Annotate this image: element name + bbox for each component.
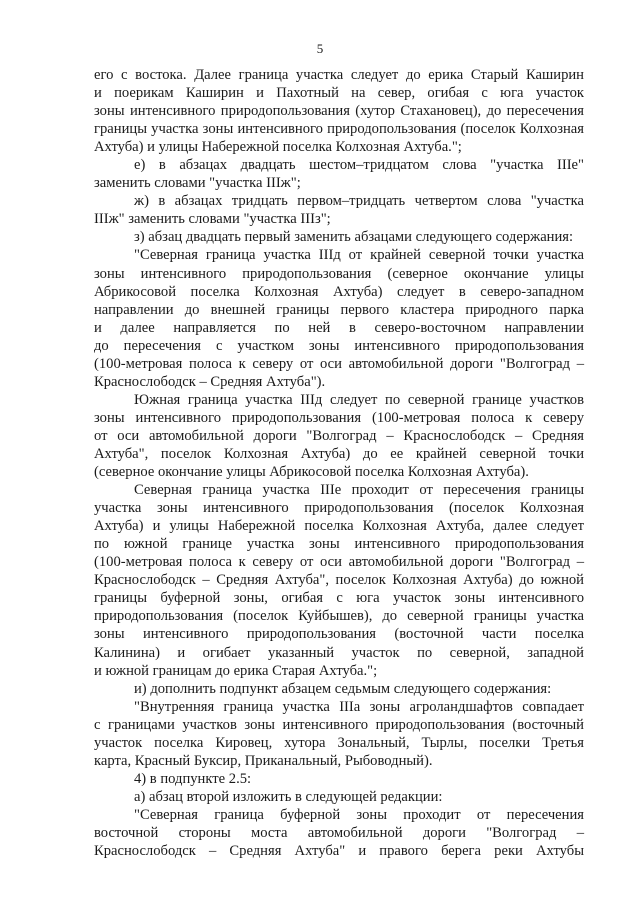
- text-line: Абрикосовой поселка Колхозная Ахтуба) следует в северо-западном: [94, 283, 584, 300]
- text-line: ж) в абзацах тридцать первом–тридцать четвертом слова "участка: [134, 193, 584, 210]
- text-line: "Внутренняя граница участка IIIа зоны агроландшафтов совпадает: [134, 698, 584, 715]
- text-line: Краснослободск – Средняя Ахтуба").: [94, 373, 326, 390]
- text-line: зоны интенсивного природопользования (восточной части поселка: [94, 626, 584, 643]
- text-line: карта, Красный Буксир, Приканальный, Рыбоводный).: [94, 752, 433, 769]
- text-line: а) абзац второй изложить в следующей редакции:: [134, 788, 443, 805]
- text-line: з) абзац двадцать первый заменить абзацами следующего содержания:: [134, 229, 574, 246]
- page-number: 5: [316, 41, 324, 56]
- text-line: Ахтуба", поселок Колхозная Ахтуба) до ее крайней северной точки: [94, 445, 584, 462]
- text-line: зоны интенсивного природопользования (северное окончание улицы: [94, 265, 584, 282]
- text-line: и поерикам Каширин и Пахотный на север, огибая с юга участок: [94, 85, 584, 102]
- text-line: и южной границам до ерика Старая Ахтуба.";: [94, 662, 378, 679]
- text-line: и далее направляется по ней в северо-восточном направлении: [94, 319, 584, 336]
- text-line: направлении до внешней границы первого кластера природного парка: [94, 301, 584, 318]
- text-line: Калинина) и огибает указанный участок по северной, западной: [94, 644, 584, 661]
- text-line: IIIж" заменить словами "участка IIIз";: [94, 211, 331, 228]
- text-line: границы буферной зоны, огибая с юга участок зоны интенсивного: [94, 590, 584, 607]
- text-line: зоны интенсивного природопользования (100-метровая полоса к северу: [94, 409, 584, 426]
- text-line: от оси автомобильной дороги "Волгоград – Краснослободск – Средняя: [94, 427, 584, 444]
- text-line: и) дополнить подпункт абзацем седьмым следующего содержания:: [134, 680, 552, 697]
- text-line: 4) в подпункте 2.5:: [134, 770, 252, 787]
- text-line: (северное окончание улицы Абрикосовой поселка Колхозная Ахтуба).: [94, 464, 529, 481]
- document-body: [94, 66, 584, 860]
- text-line: зоны интенсивного природопользования (хутор Стахановец), до пересечения: [94, 103, 584, 120]
- text-line: (100-метровая полоса к северу от оси автомобильной дороги "Волгоград –: [94, 355, 584, 372]
- text-line: восточной стороны моста автомобильной дороги "Волгоград –: [94, 824, 584, 841]
- text-line: его с востока. Далее граница участка следует до ерика Старый Каширин: [94, 67, 584, 83]
- text-line: Краснослободск – Средняя Ахтуба", поселок Колхозная Ахтуба) до южной: [94, 572, 584, 589]
- text-line: (100-метровая полоса к северу от оси автомобильной дороги "Волгоград –: [94, 554, 584, 571]
- text-line: Южная граница участка IIIд следует по северной границе участков: [134, 391, 584, 408]
- text-line: границы участка зоны интенсивного природопользования (поселок Колхозная: [94, 121, 584, 138]
- text-line: с границами участков зоны интенсивного природопользования (восточный: [94, 716, 584, 733]
- text-line: до пересечения с участком зоны интенсивного природопользования: [94, 337, 584, 354]
- text-line: участка зоны интенсивного природопользования (поселок Колхозная: [94, 500, 584, 517]
- text-line: Ахтуба) и улицы Набережной поселка Колхозная Ахтуба.";: [94, 139, 462, 156]
- text-line: заменить словами "участка IIIж";: [94, 175, 301, 192]
- text-line: Ахтуба) и улицы Набережной поселка Колхозная Ахтуба, далее следует: [94, 518, 584, 535]
- text-line: участок поселка Кировец, хутора Зональный, Тырлы, поселки Третья: [94, 734, 584, 751]
- text-line: природопользования (поселок Куйбышев), до северной границы участка: [94, 608, 584, 625]
- text-line: "Северная граница участка IIIд от крайней северной точки участка: [134, 247, 584, 264]
- text-line: по южной границе участка зоны интенсивного природопользования: [94, 536, 584, 553]
- text-line: "Северная граница буферной зоны проходит от пересечения: [134, 806, 584, 823]
- text-line: е) в абзацах двадцать шестом–тридцатом слова "участка IIIе": [134, 157, 584, 174]
- text-line: Северная граница участка IIIе проходит от пересечения границы: [134, 482, 584, 499]
- text-line: Краснослободск – Средняя Ахтуба" и правого берега реки Ахтубы: [94, 843, 584, 860]
